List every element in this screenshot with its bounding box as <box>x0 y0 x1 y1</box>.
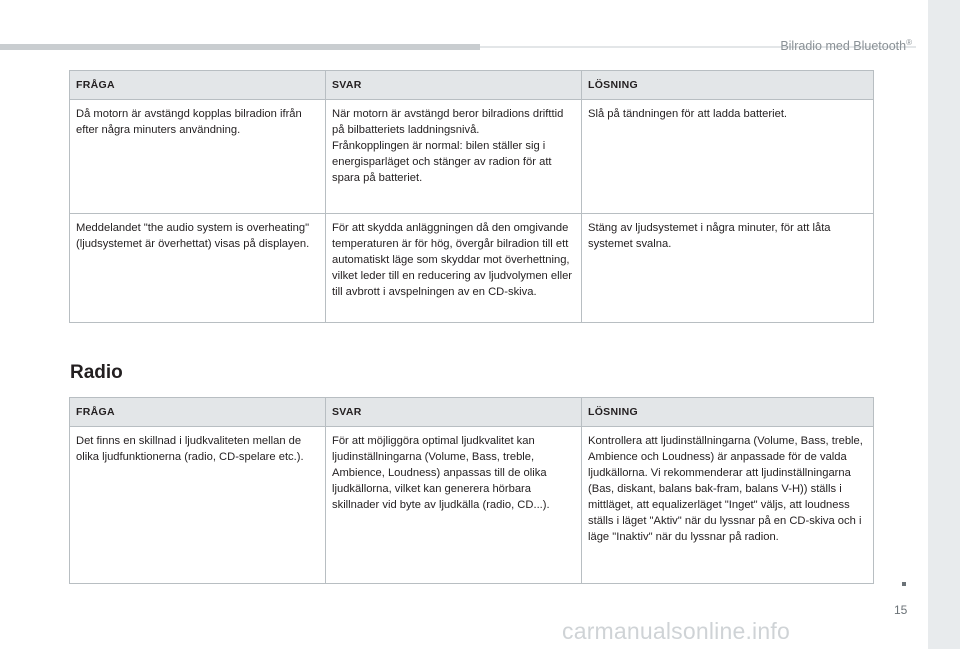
faq-table-general <box>69 70 874 323</box>
solution-cell: Slå på tändningen för att ladda batteriet. <box>582 100 874 214</box>
table-row <box>70 214 874 323</box>
column-header-question: FRÅGA <box>70 71 326 100</box>
page-margin-strip <box>928 0 960 649</box>
column-header-solution: LÖSNING <box>582 398 874 427</box>
table-row <box>70 427 874 584</box>
table-row <box>70 100 874 214</box>
registered-mark: ® <box>906 38 912 47</box>
question-cell: Då motorn är avstängd kopplas bilradion ifrån efter några minuters användning. <box>70 100 326 214</box>
question-cell: Meddelandet "the audio system is overheating" (ljudsystemet är överhettat) visas på displayen. <box>70 214 326 323</box>
faq-table-radio <box>69 397 874 584</box>
answer-cell: För att möjliggöra optimal ljudkvalitet kan ljudinställningarna (Volume, Bass, treble, Ambience, Loudness) anpassas till de olika ljudkällorna, vilket kan generera hörbara skillnader vid byte av ljudkälla (radio, CD...). <box>326 427 582 584</box>
page-header-title <box>780 38 912 53</box>
question-cell: Det finns en skillnad i ljudkvaliteten mellan de olika ljudfunktionerna (radio, CD-spelare etc.). <box>70 427 326 584</box>
section-heading-radio: Radio <box>70 362 123 383</box>
table-header-row <box>70 398 874 427</box>
solution-cell: Stäng av ljudsystemet i några minuter, för att låta systemet svalna. <box>582 214 874 323</box>
table-header-row <box>70 71 874 100</box>
solution-cell: Kontrollera att ljudinställningarna (Volume, Bass, treble, Ambience och Loudness) är anpassade för de valda ljudkällorna. Vi rekommenderar att ljudinställningarna (Bas, diskant, balans bak-fram, balans V-H)) ställs i mittläget, att equalizerläget "Inget" väljs, att loudness ställs i läget "Aktiv" när du lyssnar på en CD-skiva och i läge "Inaktiv" när du lyssnar på radion. <box>582 427 874 584</box>
header-rule <box>0 44 480 50</box>
page-marker <box>902 582 906 586</box>
watermark: carmanualsonline.info <box>562 618 790 644</box>
answer-cell: När motorn är avstängd beror bilradions drifttid på bilbatteriets laddningsnivå. Frånkopplingen är normal: bilen ställer sig i energisparläget och stänger av radion för att spara på batteriet. <box>326 100 582 214</box>
column-header-solution: LÖSNING <box>582 71 874 100</box>
answer-cell: För att skydda anläggningen då den omgivande temperaturen är för hög, övergår bilradion till ett automatiskt läge som skyddar mot överhettning, vilket leder till en reducering av ljudvolymen eller till avbrott i avspelningen av en CD-skiva. <box>326 214 582 323</box>
column-header-answer: SVAR <box>326 398 582 427</box>
column-header-answer: SVAR <box>326 71 582 100</box>
column-header-question: FRÅGA <box>70 398 326 427</box>
header-title-text: Bilradio med Bluetooth <box>780 39 907 54</box>
page-number: 15 <box>894 603 908 617</box>
